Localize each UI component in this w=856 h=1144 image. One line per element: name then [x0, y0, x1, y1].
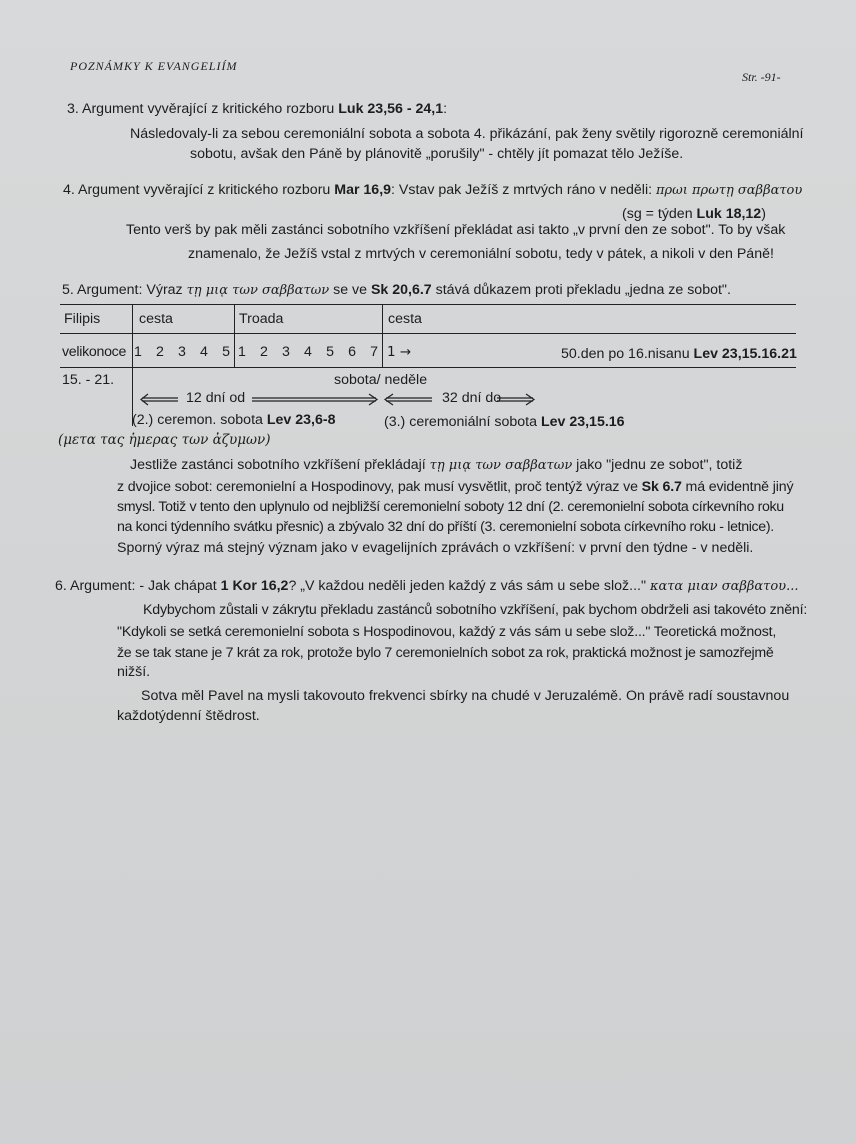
pentecost-reference: Lev 23,15.16.21: [693, 346, 797, 362]
arg6-paragraph1-line-3: že se tak stane je 7 krát za rok, protože bylo 7 ceremonielních sobot za rok, praktická možnost je samozřejmě: [117, 645, 774, 661]
arg5-p2-text: z dvojice sobot: ceremonielní a Hospodinovy, pak musí vysvětlit, proč tentýž výraz ve: [117, 479, 642, 495]
arg4-sg-reference: Luk 18,12: [696, 206, 762, 222]
day-cell: 4: [200, 344, 208, 360]
arg3-reference: Luk 23,56 - 24,1: [338, 101, 444, 117]
table-days-filipis: [134, 342, 230, 362]
table-mid-rule: [60, 333, 796, 334]
arg4-heading: [63, 180, 802, 201]
arg5-paragraph-line-2: [117, 477, 793, 497]
arg6-paragraph1-line-4: nižší.: [117, 664, 151, 680]
table-day-after: 1 →: [387, 344, 412, 360]
arg3-heading-text: 3. Argument vyvěrající z kritického rozboru: [67, 101, 339, 117]
arrow-12-days-label: 12 dní od: [186, 390, 246, 406]
arg5-p2-reference: Sk 6.7: [641, 479, 682, 495]
arg6-heading-quote: ? „V každou neděli jeden každý z vás sám u sebe slož...": [288, 578, 650, 594]
arg4-greek: πρωι πρωτῃ σαββατου: [655, 183, 803, 198]
day-cell: 1: [134, 344, 142, 360]
table-days-troada: [238, 342, 378, 362]
table-row-label-dates: 15. - 21.: [62, 372, 115, 388]
table-header-cesta-1: cesta: [139, 311, 173, 327]
arg6-heading-text: 6. Argument: - Jak chápat: [55, 578, 221, 594]
arg3-line-2: sobotu, avšak den Páně by plánovitě „porušily" - chtěly jít pomazat tělo Ježíše.: [190, 146, 684, 162]
arg6-heading: [55, 576, 799, 597]
arg5-greek-line: (μετα τας ἡμερας των ἀζυμων): [58, 432, 271, 448]
arg4-reference: Mar 16,9: [334, 182, 392, 198]
day-cell: 2: [260, 344, 268, 360]
page-number: Str. -91-: [742, 70, 781, 84]
note-third-reference: Lev 23,15.16: [540, 414, 625, 430]
left-arrow-icon-2: [385, 394, 432, 405]
day-cell: 6: [348, 344, 356, 360]
arg5-paragraph-line-4: na konci týdenního svátku přesnic) a zbývalo 32 dní do příští (3. ceremonielní sobota církevního roku - letnice).: [117, 519, 774, 535]
table-header-troada: Troada: [239, 311, 284, 327]
double-right-arrow-icon: [252, 394, 377, 405]
arg3-heading: [67, 99, 447, 119]
table-top-rule: [60, 304, 796, 305]
document-header-title: POZNÁMKY K EVANGELIÍM: [70, 59, 238, 73]
table-bottom-rule: [60, 367, 796, 368]
arg4-sg-close: ): [761, 206, 766, 222]
arg5-heading-text: 5. Argument: Výraz: [62, 282, 187, 298]
table-header-filipis: Filipis: [64, 311, 101, 327]
arg4-heading-quote: : Vstav pak Ježíš z mrtvých ráno v neděli:: [391, 182, 656, 198]
arg5-p1-end: jako "jednu ze sobot", totiž: [572, 457, 743, 473]
arg6-paragraph1-line-1: Kdybychom zůstali v zákrytu překladu zastánců sobotního vzkříšení, pak bychom obdrželi asi takovéto znění:: [143, 602, 808, 618]
arg4-sg-text: (sg = týden: [622, 206, 697, 222]
arg5-heading-end: stává důkazem proti překladu „jedna ze sobot".: [431, 282, 731, 298]
day-cell: 1: [238, 344, 246, 360]
table-note-second-ceremonial: [132, 410, 335, 430]
arg5-paragraph-line-5: Sporný výraz má stejný význam jako v evagelijních zprávách o vzkříšení: v první den týdne - v neděli.: [117, 540, 754, 556]
table-divider-1: [132, 304, 133, 426]
left-arrow-icon: [141, 394, 178, 405]
arg3-line-1: Následovaly-li za sebou ceremoniální sobota a sobota 4. přikázání, pak ženy světily rigorozně ceremoniální: [130, 126, 804, 142]
day-cell: 4: [304, 344, 312, 360]
day-cell: 5: [326, 344, 334, 360]
arg5-reference: Sk 20,6.7: [370, 282, 432, 298]
arrow-32-days-label: 32 dní do: [442, 390, 502, 406]
table-divider-2: [234, 304, 235, 367]
arg6-paragraph2-line-2: každotýdenní štědrost.: [117, 708, 260, 724]
arg6-paragraph1-line-2: "Kdykoli se setká ceremonielní sobota s Hospodinovou, každý z vás sám u sebe slož..." Teoretická možnost,: [117, 624, 777, 640]
arg5-paragraph-line-3: smysl. Totiž v tento den uplynulo od nejbližší ceremonielní soboty 12 dní (2. ceremonielní sobota církevního roku: [117, 499, 784, 515]
table-divider-3: [382, 304, 383, 367]
arg6-reference: 1 Kor 16,2: [220, 578, 289, 594]
day-cell: 3: [282, 344, 290, 360]
arg5-p1-text: Jestliže zastánci sobotního vzkříšení překládají: [130, 457, 430, 473]
pentecost-note-text: 50.den po 16.nisanu: [561, 346, 694, 362]
arg6-greek: κατα μιαν σαββατου...: [649, 579, 799, 594]
right-arrow-icon-2: [497, 394, 534, 405]
table-header-cesta-2: cesta: [388, 311, 422, 327]
arg4-heading-text: 4. Argument vyvěrající z kritického rozboru: [63, 182, 335, 198]
arg3-heading-colon: :: [443, 101, 448, 117]
arg5-p1-greek: τῃ μιᾳ των σαββατων: [429, 458, 573, 473]
arg5-heading-greek: τῃ μιᾳ των σαββατων: [186, 283, 330, 298]
arg5-heading: [62, 280, 731, 301]
table-note-third-ceremonial: [384, 412, 625, 432]
note-third-text: (3.) ceremoniální sobota: [384, 414, 541, 430]
table-sabbath-sunday: sobota/ neděle: [334, 372, 428, 388]
table-row-label-velikonoce: velikonoce: [62, 344, 127, 360]
arg4-line-2: znamenalo, že Ježíš vstal z mrtvých v ceremoniální sobotu, tedy v pátek, a nikoli v den Páně!: [188, 246, 774, 262]
day-cell: 2: [156, 344, 164, 360]
arg5-paragraph-line-1: [130, 455, 742, 476]
arg5-p2-end: má evidentně jiný: [681, 479, 794, 495]
arg6-paragraph2-line-1: Sotva měl Pavel na mysli takovouto frekvenci sbírky na chudé v Jeruzalémě. On právě radí soustavnou: [141, 688, 790, 704]
day-cell: 7: [370, 344, 378, 360]
arg5-heading-mid: se ve: [329, 282, 371, 298]
day-cell: 5: [222, 344, 230, 360]
arg4-line-1: Tento verš by pak měli zastánci sobotního vzkříšení překládat asi takto „v první den ze sobot". To by však: [126, 222, 786, 238]
note-second-text: (2.) ceremon. sobota: [132, 412, 267, 428]
note-second-reference: Lev 23,6-8: [266, 412, 336, 428]
day-cell: 3: [178, 344, 186, 360]
table-pentecost-note: [561, 344, 797, 364]
